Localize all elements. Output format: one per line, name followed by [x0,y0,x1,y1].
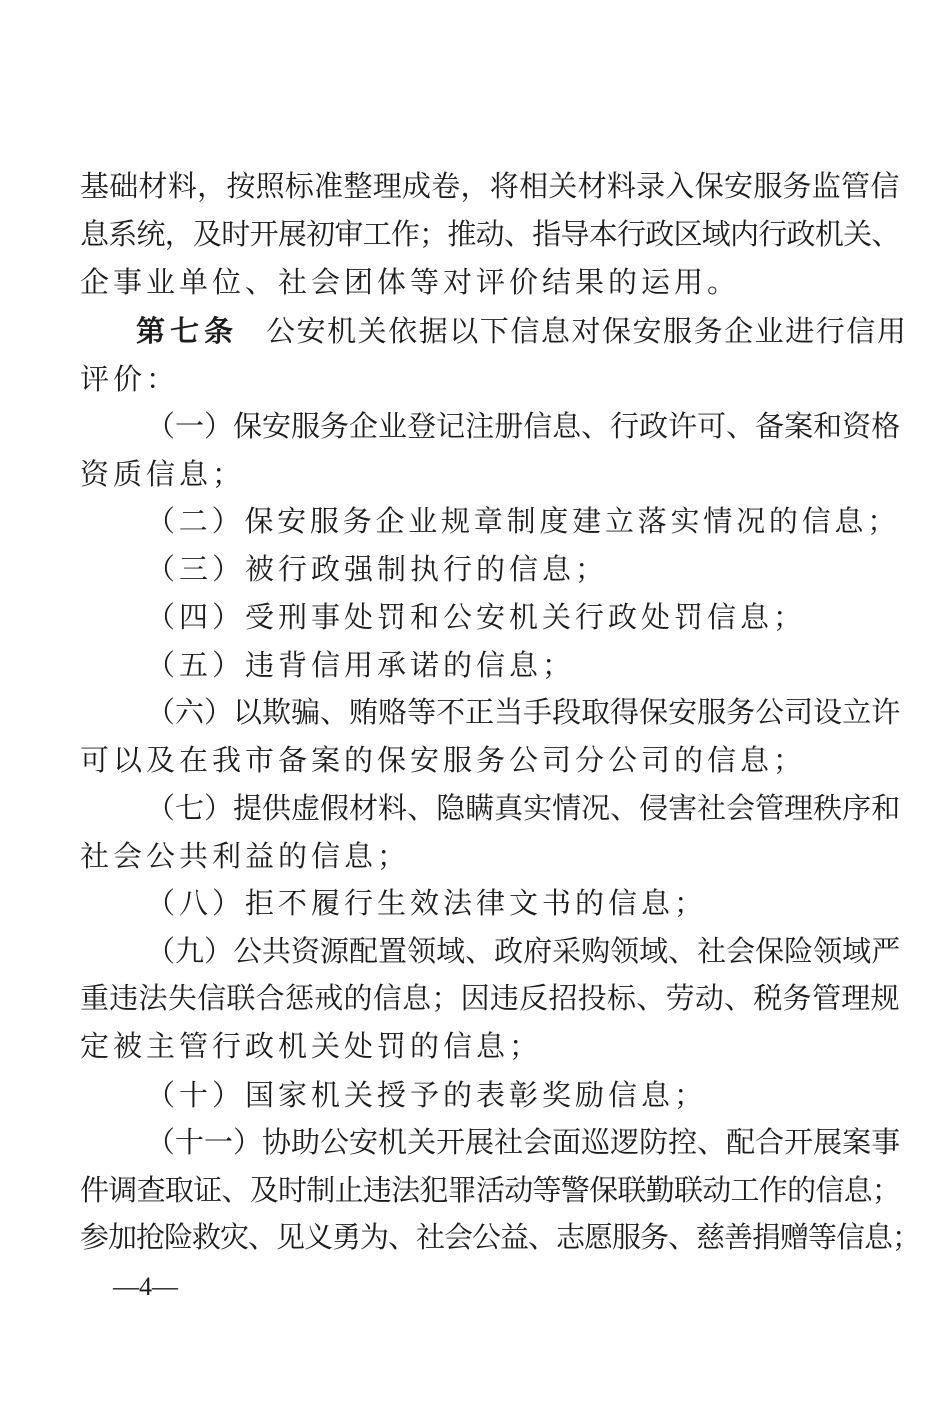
item-7-line-2: 社会公共利益的信息； [80,839,411,873]
item-2: （二）保安服务企业规章制度建立落实情况的信息； [146,504,901,538]
item-4: （四）受刑事处罚和公安机关行政处罚信息； [146,600,807,634]
item-11-line-1: （十一）协助公安机关开展社会面巡逻防控、配合开展案事 [146,1125,901,1159]
paragraph-line-1: 基础材料，按照标准整理成卷，将相关材料录入保安服务监管信 [80,169,900,203]
page-number: —4— [113,1272,178,1301]
item-9-line-3: 定被主管行政机关处罚的信息； [80,1029,543,1063]
item-6-line-1: （六）以欺骗、贿赂等不正当手段取得保安服务公司设立许 [146,695,901,729]
article-7-first-line [136,311,907,351]
item-1-line-1: （一）保安服务企业登记注册信息、行政许可、备案和资格 [146,409,901,443]
item-1-line-2: 资质信息； [80,457,246,491]
paragraph-line-2: 息系统，及时开展初审工作；推动、指导本行政区域内行政机关、 [80,217,900,251]
item-10: （十）国家机关授予的表彰奖励信息； [146,1078,708,1112]
item-8: （八）拒不履行生效法律文书的信息； [146,886,708,920]
article-7-text: 公安机关依据以下信息对保安服务企业进行信用 [266,314,908,348]
article-7-line-2: 评价： [80,362,180,396]
item-11-line-2: 件调查取证、及时制止违法犯罪活动等警保联勤联动工作的信息； [80,1173,901,1207]
item-6-line-2: 可以及在我市备案的保安服务公司分公司的信息； [80,743,807,777]
item-5: （五）违背信用承诺的信息； [146,648,576,682]
item-11-line-3: 参加抢险救灾、见义勇为、社会公益、志愿服务、慈善捐赠等信息； [80,1220,921,1254]
article-number: 第七条 [136,314,239,348]
paragraph-line-3: 企事业单位、社会团体等对评价结果的运用。 [80,265,741,299]
item-3: （三）被行政强制执行的信息； [146,552,609,586]
item-7-line-1: （七）提供虚假材料、隐瞒真实情况、侵害社会管理秩序和 [146,791,901,825]
item-9-line-1: （九）公共资源配置领域、政府采购领域、社会保险领域严 [146,934,901,968]
item-9-line-2: 重违法失信联合惩戒的信息；因违反招投标、劳动、税务管理规 [80,981,900,1015]
